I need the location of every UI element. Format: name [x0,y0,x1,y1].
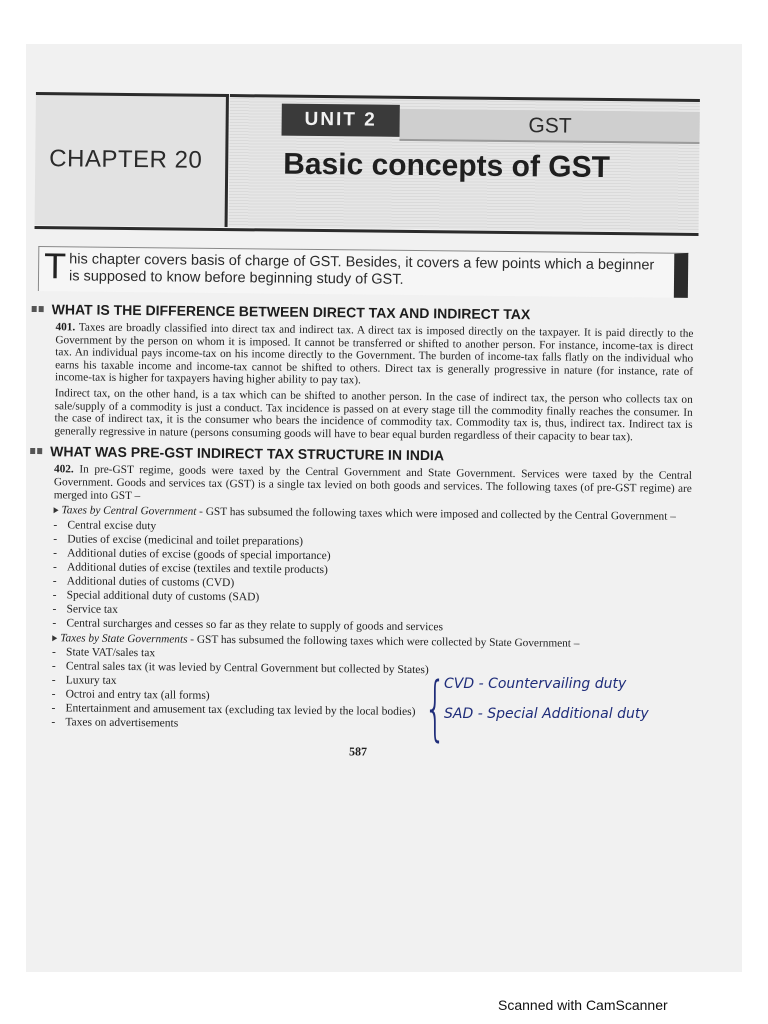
list-item: - Service tax [52,602,119,616]
chapter-box [35,92,229,227]
paragraph-402 [54,464,692,508]
list-item: - Additional duties of customs (CVD) [52,574,235,589]
list-item: - Octroi and entry tax (all forms) [51,688,210,703]
section-heading-text: WHAT IS THE DIFFERENCE BETWEEN DIRECT TAX AND INDIRECT TAX [51,301,531,323]
handwritten-note [424,667,684,764]
list-item: - Additional duties of excise (textiles and textile products) [52,560,328,576]
brace-icon: { [424,667,447,749]
book-page [27,88,696,763]
title-box [229,94,700,232]
para-text: In pre-GST regime, goods were taxed by the Central Government and State Government. Services were taxed by the Central Government. Goods and services tax (GST) is a single tax levied on both goods and services. The following taxes (of pre-GST regime) are merged into GST – [53,463,693,502]
square-bullet-icon [32,306,37,312]
central-text: - GST has subsumed the following taxes which were imposed and collected by the Central Government – [196,505,676,523]
chapter-header [33,88,696,235]
list-item: - Special additional duty of customs (SAD) [52,588,260,604]
paragraph-indirect: Indirect tax, on the other hand, is a tax which can be shifted to another person. In the case of indirect tax, the person who collects tax on sale/supply of a commodity is just a conduct. Tax incidence is passed on at every stage till the commodity finally reaches the consumer. In the case of indirect tax, it is the consumer who bears the incidence of commodity tax. Commodity tax is, thus, indirect tax. Indirect tax is generally regressive in nature (persons consuming goods will have to bear equal burden regardless of their capacity to bear tax). [54,387,693,444]
list-item: - State VAT/sales tax [52,646,156,660]
list-item: - Entertainment and amusement tax (excluding tax levied by the local bodies) [51,702,416,719]
subject-label: GST [528,114,572,138]
state-label: Taxes by State Governments [60,632,188,646]
page-number: 587 [348,744,368,759]
triangle-bullet-icon [54,507,59,513]
list-item: - Duties of excise (medicinal and toilet preparations) [53,532,303,548]
intro-box [38,246,688,298]
para-number: 402. [53,463,74,476]
scanner-watermark: Scanned with CamScanner [498,997,668,1013]
list-item: - Central surcharges and cesses so far as they relate to supply of goods and services [52,616,444,634]
list-item: - Luxury tax [51,674,117,688]
central-tax-list [52,518,691,637]
unit-label: UNIT 2 [282,104,400,137]
list-item: - Additional duties of excise (goods of special importance) [53,546,331,562]
intro-text: his chapter covers basis of charge of GST. Besides, it covers a few points which a beginner is supposed to know before beginning study of GST. [68,251,655,288]
section-heading-pre-gst [30,443,692,466]
list-item: - Central excise duty [53,518,157,533]
triangle-bullet-icon [52,635,57,641]
drop-cap: T [43,245,67,287]
square-bullet-icon [30,448,35,454]
state-text: - GST has subsumed the following taxes which were collected by State Government – [187,633,580,650]
handwritten-line-sad: SAD - Special Additional duty [444,706,649,722]
chapter-title: Basic concepts of GST [283,147,611,185]
para-number: 401. [55,321,76,334]
paragraph-401 [55,321,694,391]
chapter-label: CHAPTER 20 [49,145,203,174]
section-heading-direct-indirect [32,301,694,324]
para-text: Taxes are broadly classified into direct tax and indirect tax. A direct tax is imposed directly on the taxpayer. It is paid directly to the Government by the person on whom it is imposed. It cannot be transferred or shifted to another person. For instance, income-tax is direct tax. An individual pays income-tax on his income directly to the Government. The burden of income-tax falls flatly on the individual who earns his taxable income and income-tax cannot be shifted to others. Direct tax is generally progressive in nature (for instance, rate of income-tax is higher for taxpayers having higher ability to pay tax). [54,321,694,387]
square-bullet-icon [39,306,44,312]
scanned-sheet [26,44,742,972]
handwritten-line-cvd: CVD - Countervailing duty [444,676,627,692]
list-item: - Taxes on advertisements [51,716,179,730]
square-bullet-icon [37,448,42,454]
section-heading-text: WHAT WAS PRE-GST INDIRECT TAX STRUCTURE IN INDIA [50,443,445,464]
central-label: Taxes by Central Government [61,504,197,518]
list-item: - Central sales tax (it was levied by Central Government but collected by States) [51,660,429,677]
